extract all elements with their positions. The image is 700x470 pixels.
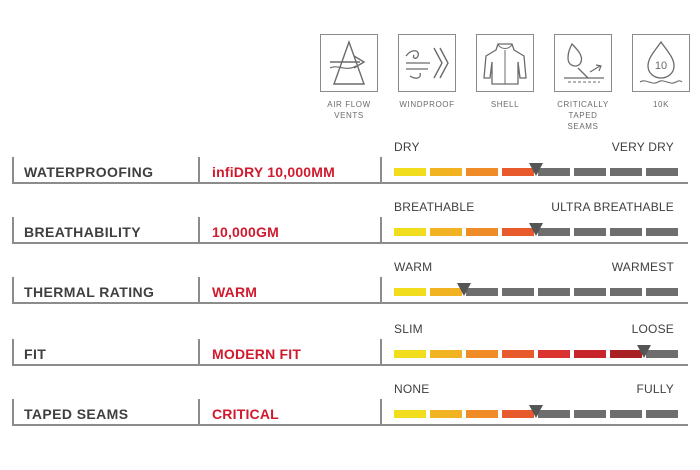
feature-icons — [318, 34, 694, 131]
row-divider — [198, 157, 200, 184]
scale-marker — [529, 163, 543, 176]
scale-segment-filled — [430, 228, 462, 236]
scale-segment-empty — [646, 288, 678, 296]
feature-air-flow-vents — [318, 34, 380, 121]
feature-shell — [474, 34, 536, 110]
row-divider — [380, 277, 382, 304]
windproof-icon — [402, 38, 452, 88]
scale-high-label: FULLY — [636, 382, 674, 396]
scale-marker — [457, 283, 471, 296]
rating-row-taped-seams — [12, 382, 688, 426]
scale-segment-empty — [538, 288, 570, 296]
rating-name: THERMAL RATING — [24, 284, 155, 300]
scale-segment-filled — [574, 350, 606, 358]
rating-row-thermal — [12, 260, 688, 304]
feature-label: AIR FLOW VENTS — [327, 100, 371, 120]
feature-label: WINDPROOF — [399, 100, 455, 109]
scale-segment-filled — [394, 288, 426, 296]
scale-high-label: LOOSE — [631, 322, 674, 336]
rating-value: CRITICAL — [212, 406, 279, 422]
row-divider — [198, 399, 200, 426]
scale-segment-empty — [610, 410, 642, 418]
scale-segment-empty — [502, 288, 534, 296]
row-divider — [380, 157, 382, 184]
rating-value: infiDRY 10,000MM — [212, 164, 336, 180]
scale-segment-empty — [646, 228, 678, 236]
scale-segment-filled — [430, 410, 462, 418]
scale-marker — [529, 405, 543, 418]
scale-high-label: WARMEST — [611, 260, 674, 274]
scale-segment-filled — [394, 350, 426, 358]
scale-low-label: BREATHABLE — [394, 200, 475, 214]
rating-value: WARM — [212, 284, 258, 300]
rating-row-waterproofing — [12, 140, 688, 184]
scale-high-label: ULTRA BREATHABLE — [551, 200, 674, 214]
feature-10k — [630, 34, 692, 110]
feature-windproof — [396, 34, 458, 110]
rating-name: TAPED SEAMS — [24, 406, 129, 422]
scale-segment-empty — [646, 168, 678, 176]
rating-row-breathability — [12, 200, 688, 244]
scale-segment-filled — [394, 168, 426, 176]
scale-high-label: VERY DRY — [611, 140, 674, 154]
rating-scale — [394, 288, 678, 296]
row-divider — [198, 339, 200, 366]
rating-name: FIT — [24, 346, 47, 362]
scale-segment-empty — [574, 168, 606, 176]
rating-scale — [394, 350, 678, 358]
scale-segment-filled — [466, 228, 498, 236]
rating-value: 10,000GM — [212, 224, 279, 240]
scale-marker — [637, 345, 651, 358]
scale-segment-filled — [466, 350, 498, 358]
scale-segment-filled — [538, 350, 570, 358]
row-divider — [380, 339, 382, 366]
feature-label: SHELL — [490, 100, 520, 109]
scale-segment-empty — [610, 168, 642, 176]
feature-label: 10K — [652, 100, 670, 109]
scale-low-label: NONE — [394, 382, 430, 396]
scale-segment-filled — [466, 410, 498, 418]
scale-segment-filled — [430, 168, 462, 176]
scale-segment-filled — [466, 168, 498, 176]
scale-low-label: SLIM — [394, 322, 423, 336]
scale-low-label: DRY — [394, 140, 420, 154]
feature-label: CRITICALLY TAPED SEAMS — [557, 100, 609, 131]
scale-segment-empty — [574, 410, 606, 418]
row-divider — [380, 399, 382, 426]
air-flow-vents-icon — [324, 38, 374, 88]
scale-segment-filled — [430, 350, 462, 358]
scale-segment-empty — [610, 288, 642, 296]
rating-name: WATERPROOFING — [24, 164, 154, 180]
scale-segment-empty — [646, 410, 678, 418]
scale-low-label: WARM — [394, 260, 433, 274]
row-divider — [380, 217, 382, 244]
scale-marker — [529, 223, 543, 236]
rating-row-fit — [12, 322, 688, 366]
scale-segment-empty — [574, 288, 606, 296]
row-divider — [198, 217, 200, 244]
shell-jacket-icon — [480, 38, 530, 88]
scale-segment-empty — [610, 228, 642, 236]
rating-value: MODERN FIT — [212, 346, 302, 362]
10k-badge-text: 10 — [654, 60, 668, 72]
scale-segment-filled — [502, 350, 534, 358]
rating-name: BREATHABILITY — [24, 224, 141, 240]
taped-seams-icon — [558, 38, 608, 88]
scale-segment-empty — [574, 228, 606, 236]
10k-waterproof-icon — [636, 38, 686, 88]
feature-taped-seams — [552, 34, 614, 132]
row-divider — [198, 277, 200, 304]
scale-segment-filled — [394, 228, 426, 236]
scale-segment-filled — [394, 410, 426, 418]
